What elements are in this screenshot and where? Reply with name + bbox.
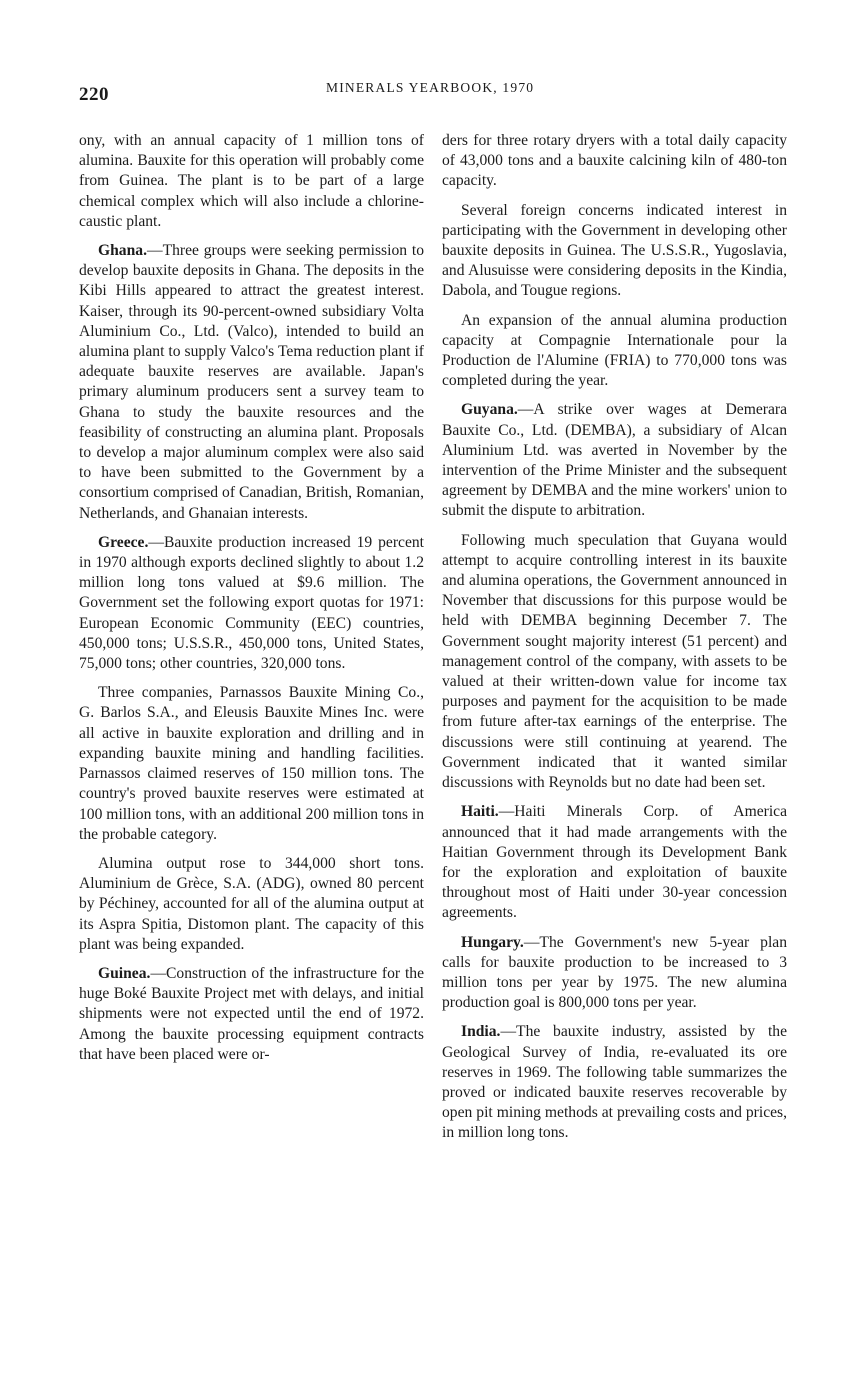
paragraph <box>442 201 787 302</box>
paragraph-text: —A strike over wages at Demerara Bauxite Co., Ltd. (DEMBA), a subsidiary of Alcan Aluminium Ltd. was averted in November by the intervention of the Prime Minister and the subsequent agreement by DEMBA and the mine workers' union to submit the dispute to arbitration. <box>442 401 787 520</box>
section-heading: India. <box>461 1023 501 1041</box>
section-heading: Hungary. <box>461 933 524 951</box>
paragraph-text: —Bauxite production increased 19 percent in 1970 although exports declined slightly to about 1.2 million long tons valued at $9.6 million. The Government set the following export quotas for 1971: European Economic Community (EEC) countries, 450,000 tons; U.S.S.R., 450,000 tons, United States, 75,000 tons; other countries, 320,000 tons. <box>79 533 424 673</box>
running-head: MINERALS YEARBOOK, 1970 <box>326 80 535 95</box>
paragraph <box>442 131 787 192</box>
paragraph-text: ders for three rotary dryers with a total daily capacity of 43,000 tons and a bauxite calcining kiln of 480-ton capacity. <box>442 132 787 190</box>
paragraph-text: —Three groups were seeking permission to develop bauxite deposits in Ghana. The deposits in the Kibi Hills appeared to attract the greatest interest. Kaiser, through its 90-percent-owned subsidiary Volta Aluminium Co., Ltd. (Valco), intended to build an alumina plant to supply Valco's Tema reduction plant if adequate bauxite reserves are available. Japan's primary aluminum producers sent a survey team to Ghana to study the bauxite resources and the feasibility of constructing an alumina plant. Proposals to develop a major aluminum complex were also said to have been submitted to the Government by a consortium comprised of Canadian, British, Romanian, Netherlands, and Ghanaian interests. <box>79 242 424 522</box>
paragraph <box>442 1022 787 1143</box>
paragraph <box>442 802 787 923</box>
paragraph <box>442 933 787 1014</box>
paragraph <box>79 854 424 955</box>
paragraph <box>79 683 424 845</box>
paragraph-text: Several foreign concerns indicated interest in participating with the Government in developing other bauxite deposits in Guinea. The U.S.S.R., Yugoslavia, and Alusuisse were considering deposits in the Kindia, Dabola, and Tougue regions. <box>442 201 787 300</box>
section-heading: Guinea. <box>98 964 151 982</box>
paragraph-text: —The Government's new 5-year plan calls for bauxite production to be increased to 3 million tons per year by 1975. The new alumina production goal is 800,000 tons per year. <box>442 933 787 1012</box>
paragraph <box>442 311 787 392</box>
section-heading: Greece. <box>98 533 149 551</box>
page-number: 220 <box>79 84 109 105</box>
section-heading: Haiti. <box>461 803 499 821</box>
paragraph-text: —Haiti Minerals Corp. of America announced that it had made arrangements with the Haitian Government through its Development Bank for the exploration and exploitation of bauxite throughout most of Haiti under 30-year concession agreements. <box>442 803 787 922</box>
right-column <box>442 131 787 1153</box>
paragraph <box>442 531 787 794</box>
paragraph-text: Following much speculation that Guyana would attempt to acquire controlling interest in its bauxite and alumina operations, the Government announced in November that discussions for this purpose would be held with DEMBA beginning December 7. The Government sought majority interest (51 percent) and management control of the company, with assets to be valued at their written-down value for income tax purposes and payment for the acquisition to be made from future after-tax earnings of the enterprise. The discussions were still continuing at yearend. The Government indicated that it wanted similar discussions with Reynolds but no date had been set. <box>442 531 787 792</box>
paragraph-text: —The bauxite industry, assisted by the Geological Survey of India, re-evaluated its ore reserves in 1969. The following table summarizes the proved or indicated bauxite reserves recoverable by open pit mining methods at prevailing costs and prices, in million long tons. <box>442 1023 787 1142</box>
paragraph <box>79 131 424 232</box>
paragraph-text: Three companies, Parnassos Bauxite Mining Co., G. Barlos S.A., and Eleusis Bauxite Mines Inc. were all active in bauxite exploration and drilling and in expanding bauxite mining and handling facilities. Parnassos claimed reserves of 150 million tons. The country's proved bauxite reserves were estimated at 100 million tons, with an additional 200 million tons in the probable category. <box>79 684 424 843</box>
paragraph <box>79 533 424 674</box>
section-heading: Guyana. <box>461 401 518 419</box>
paragraph-text: —Construction of the infrastructure for the huge Boké Bauxite Project met with delays, and initial shipments were not expected until the end of 1972. Among the bauxite processing equipment contracts that have been placed were or- <box>79 964 424 1063</box>
paragraph <box>79 241 424 524</box>
paragraph-text: ony, with an annual capacity of 1 million tons of alumina. Bauxite for this operation will probably come from Guinea. The plant is to be part of a large chemical complex which will also include a chlorine-caustic plant. <box>79 132 424 230</box>
paragraph <box>442 400 787 521</box>
left-column <box>79 131 424 1074</box>
paragraph-text: An expansion of the annual alumina production capacity at Compagnie Internationale pour la Production de l'Alumine (FRIA) to 770,000 tons was completed during the year. <box>442 311 787 390</box>
paragraph <box>79 964 424 1065</box>
paragraph-text: Alumina output rose to 344,000 short tons. Aluminium de Grèce, S.A. (ADG), owned 80 percent by Péchiney, accounted for all of the alumina output at its Aspra Spitia, Distomon plant. The capacity of this plant was being expanded. <box>79 854 424 953</box>
section-heading: Ghana. <box>98 242 147 260</box>
